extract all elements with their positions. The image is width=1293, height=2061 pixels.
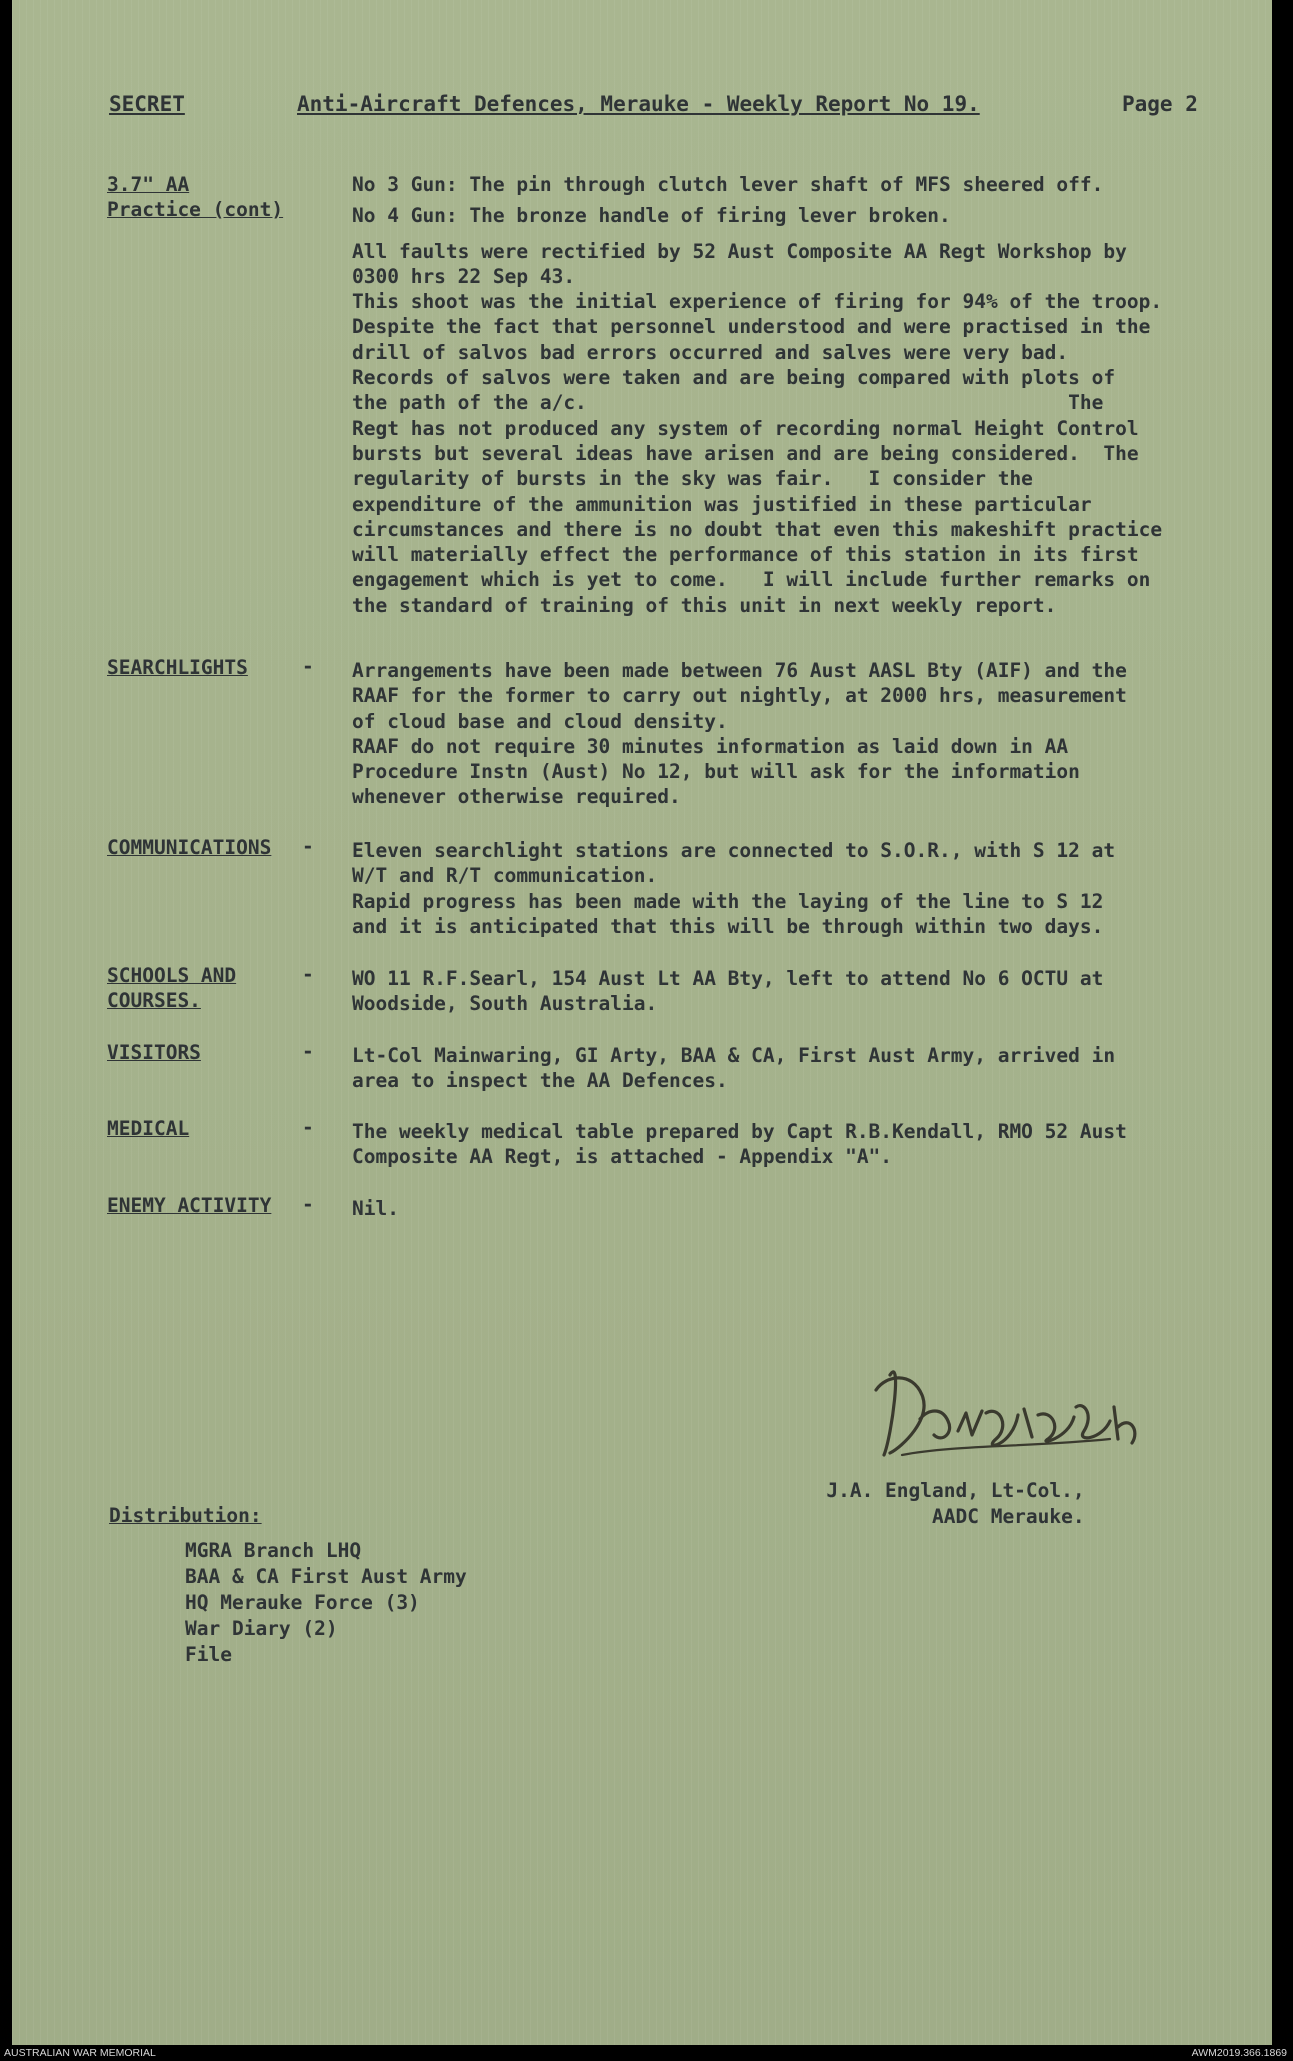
section-label-enemy-activity: ENEMY ACTIVITY (107, 1194, 272, 1217)
page-number: Page 2 (1122, 92, 1198, 116)
section-body-visitors (352, 1043, 1252, 1094)
communications-line: and it is anticipated that this will be through within two days. (352, 914, 1104, 938)
practice-line: No 4 Gun: The bronze handle of firing lever broken. (352, 204, 951, 228)
classification-marking: SECRET (109, 92, 185, 116)
distribution-item: BAA & CA First Aust Army (185, 1565, 467, 1588)
distribution-item: File (185, 1643, 232, 1666)
signatory-appointment: AADC Merauke. (932, 1505, 1085, 1528)
section-body-searchlights (352, 658, 1252, 810)
section-dash: - (302, 655, 314, 678)
signatory-name: J.A. England, Lt-Col., (826, 1479, 1085, 1502)
enemy-activity-line: Nil. (352, 1197, 399, 1220)
section-label-practice: 3.7" AA Practice (cont) (107, 173, 284, 221)
practice-line: Records of salvos were taken and are being compared with plots of (352, 366, 1116, 390)
medical-line: The weekly medical table prepared by Capt R.B.Kendall, RMO 52 Aust (352, 1120, 1127, 1143)
footer-accession-number: AWM2019.366.1869 (1191, 2047, 1287, 2059)
communications-line: Eleven searchlight stations are connected to S.O.R., with S 12 at (352, 839, 1116, 862)
distribution-list (185, 1538, 467, 1668)
practice-line: expenditure of the ammunition was justified in these particular (352, 492, 1092, 516)
section-label-visitors: VISITORS (107, 1041, 201, 1064)
signature-block (822, 1478, 1085, 1530)
section-label-medical: MEDICAL (107, 1117, 190, 1140)
practice-line: the standard of training of this unit in next weekly report. (352, 593, 1057, 617)
schools-line: Woodside, South Australia. (352, 992, 658, 1016)
section-dash: - (302, 963, 314, 986)
archive-footer (0, 2045, 1293, 2061)
report-title: Anti-Aircraft Defences, Merauke - Weekly Report No 19. (297, 92, 980, 116)
searchlights-line: Procedure Instn (Aust) No 12, but will ask for the information (352, 760, 1080, 784)
medical-line: Composite AA Regt, is attached - Appendix "A". (352, 1145, 893, 1169)
section-label-communications: COMMUNICATIONS (107, 836, 272, 859)
section-dash: - (302, 1193, 314, 1216)
practice-line: engagement which is yet to come. I will include further remarks on (352, 568, 1151, 592)
communications-line: Rapid progress has been made with the laying of the line to S 12 (352, 889, 1104, 913)
schools-line: WO 11 R.F.Searl, 154 Aust Lt AA Bty, left to attend No 6 OCTU at (352, 967, 1104, 990)
section-body-medical (352, 1119, 1252, 1170)
communications-line: W/T and R/T communication. (352, 864, 658, 888)
searchlights-line: RAAF do not require 30 minutes information as laid down in AA (352, 734, 1069, 758)
practice-line: circumstances and there is no doubt that even this makeshift practice (352, 517, 1163, 541)
visitors-line: Lt-Col Mainwaring, GI Arty, BAA & CA, First Aust Army, arrived in (352, 1044, 1116, 1067)
section-body-practice (352, 172, 1252, 618)
distribution-item: MGRA Branch LHQ (185, 1539, 362, 1562)
searchlights-line: RAAF for the former to carry out nightly, at 2000 hrs, measurement (352, 684, 1127, 708)
practice-line: regularity of bursts in the sky was fair. I consider the (352, 467, 1033, 491)
footer-institution: AUSTRALIAN WAR MEMORIAL (4, 2047, 156, 2059)
searchlights-line: whenever otherwise required. (352, 785, 681, 809)
section-dash: - (302, 835, 314, 858)
document-page (12, 0, 1272, 2045)
practice-line: will materially effect the performance of this station in its first (352, 543, 1139, 567)
searchlights-line: Arrangements have been made between 76 Aust AASL Bty (AIF) and the (352, 659, 1127, 682)
practice-line: This shoot was the initial experience of firing for 94% of the troop. (352, 290, 1163, 314)
section-body-enemy-activity (352, 1196, 1252, 1221)
section-body-schools (352, 966, 1252, 1017)
practice-line: No 3 Gun: The pin through clutch lever shaft of MFS sheered off. (352, 173, 1104, 196)
practice-line: Despite the fact that personnel understood and were practised in the (352, 315, 1151, 339)
practice-line: All faults were rectified by 52 Aust Composite AA Regt Workshop by (352, 239, 1127, 263)
distribution-item: War Diary (2) (185, 1617, 338, 1640)
searchlights-line: of cloud base and cloud density. (352, 709, 728, 733)
distribution-item: HQ Merauke Force (3) (185, 1591, 420, 1614)
handwritten-signature (862, 1335, 1152, 1485)
visitors-line: area to inspect the AA Defences. (352, 1069, 728, 1093)
practice-line: the path of the a/c. The (352, 391, 1104, 415)
practice-line: bursts but several ideas have arisen and are being considered. The (352, 441, 1139, 465)
section-body-communications (352, 838, 1252, 939)
distribution-heading: Distribution: (109, 1504, 262, 1527)
section-dash: - (302, 1040, 314, 1063)
section-label-schools: SCHOOLS AND COURSES. (107, 964, 237, 1012)
practice-line: drill of salvos bad errors occurred and salves were very bad. (352, 340, 1069, 364)
practice-line: Regt has not produced any system of recording normal Height Control (352, 416, 1139, 440)
practice-line: 0300 hrs 22 Sep 43. (352, 264, 576, 288)
section-label-searchlights: SEARCHLIGHTS (107, 656, 248, 679)
section-dash: - (302, 1116, 314, 1139)
